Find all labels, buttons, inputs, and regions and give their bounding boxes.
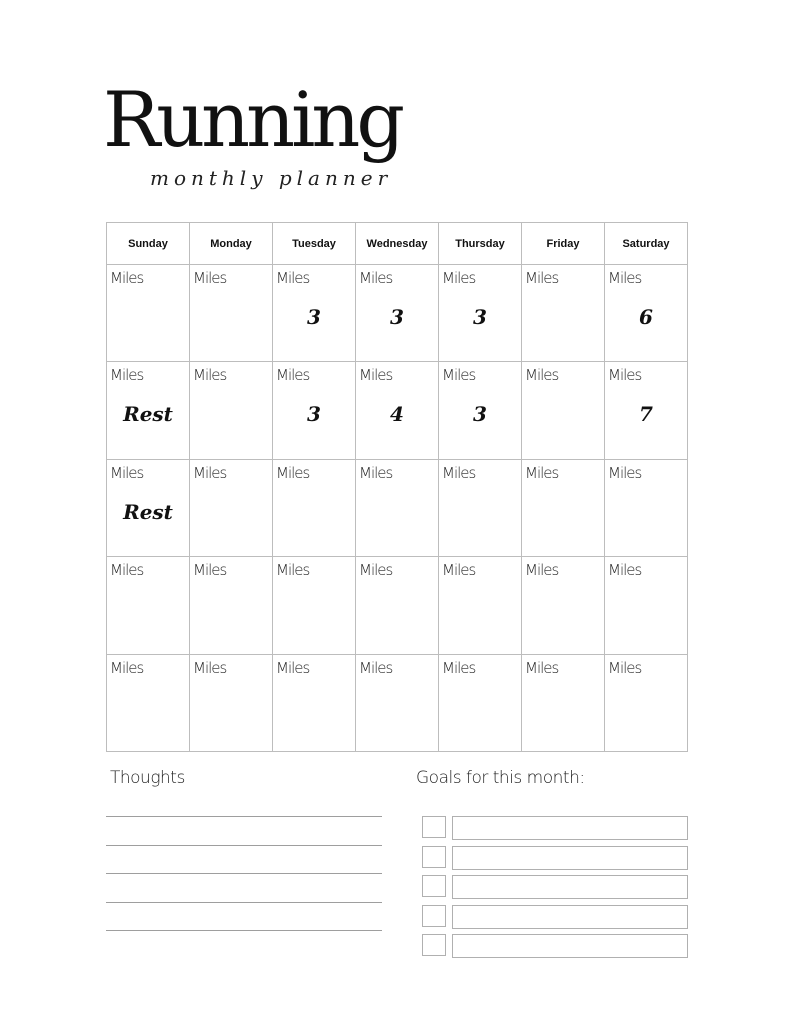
day-cell[interactable] [522,654,605,751]
page-subtitle: monthly planner [150,166,393,190]
day-cell[interactable] [273,362,356,459]
mileage-entry: 6 [639,305,653,329]
mileage-entry: Rest [123,499,173,524]
day-cell[interactable] [522,362,605,459]
miles-label: Miles [525,269,559,287]
miles-label: Miles [525,658,559,677]
goal-field[interactable] [452,875,688,899]
goal-field[interactable] [452,905,688,929]
thought-line[interactable] [106,902,382,903]
day-cell[interactable] [356,362,439,459]
miles-label: Miles [193,561,227,580]
calendar-week-row [107,557,688,654]
day-cell[interactable] [356,459,439,556]
day-cell[interactable] [356,557,439,654]
miles-label: Miles [110,561,144,580]
thought-line[interactable] [106,816,382,817]
miles-label: Miles [110,269,144,287]
mileage-entry: Rest [123,402,173,427]
miles-label: Miles [442,463,476,482]
miles-label: Miles [608,561,642,580]
day-cell[interactable] [107,654,190,751]
day-cell[interactable] [190,557,273,654]
day-cell[interactable] [107,459,190,556]
miles-label: Miles [359,658,393,677]
day-cell[interactable] [522,459,605,556]
day-cell[interactable] [273,265,356,362]
mileage-entry: 3 [390,305,404,329]
calendar-grid [106,222,688,752]
miles-label: Miles [276,463,310,482]
weekday-header: Monday [190,223,273,265]
mileage-entry: 3 [473,305,487,329]
mileage-entry: 4 [390,402,404,427]
miles-label: Miles [359,366,393,385]
day-cell[interactable] [439,654,522,751]
miles-label: Miles [608,366,642,385]
miles-label: Miles [525,463,559,482]
miles-label: Miles [193,366,227,385]
goal-field[interactable] [452,846,688,870]
miles-label: Miles [276,366,310,385]
miles-label: Miles [110,463,144,482]
miles-label: Miles [276,269,310,287]
day-cell[interactable] [605,362,688,459]
miles-label: Miles [276,658,310,677]
goal-field[interactable] [452,934,688,958]
goal-checkbox[interactable] [422,875,446,897]
miles-label: Miles [193,463,227,482]
thoughts-label: Thoughts [110,768,185,788]
miles-label: Miles [193,658,227,677]
day-cell[interactable] [605,459,688,556]
miles-label: Miles [608,658,642,677]
goals-label: Goals for this month: [416,768,585,788]
day-cell[interactable] [190,362,273,459]
mileage-entry: 7 [639,402,653,427]
day-cell[interactable] [190,265,273,362]
weekday-header: Sunday [107,223,190,265]
calendar-week-row [107,654,688,751]
day-cell[interactable] [107,265,190,362]
thought-line[interactable] [106,845,382,846]
thought-line[interactable] [106,930,382,931]
mileage-entry: 3 [307,402,321,427]
day-cell[interactable] [190,654,273,751]
day-cell[interactable] [439,265,522,362]
miles-label: Miles [359,463,393,482]
miles-label: Miles [525,366,559,385]
day-cell[interactable] [439,362,522,459]
weekday-header: Tuesday [273,223,356,265]
miles-label: Miles [525,561,559,580]
weekday-header: Wednesday [356,223,439,265]
goal-field[interactable] [452,816,688,840]
miles-label: Miles [442,561,476,580]
day-cell[interactable] [439,557,522,654]
miles-label: Miles [442,366,476,385]
miles-label: Miles [608,463,642,482]
day-cell[interactable] [107,557,190,654]
page-title: Running [103,75,401,164]
day-cell[interactable] [356,265,439,362]
day-cell[interactable] [190,459,273,556]
day-cell[interactable] [439,459,522,556]
miles-label: Miles [608,269,642,287]
miles-label: Miles [442,658,476,677]
goal-checkbox[interactable] [422,846,446,868]
goal-checkbox[interactable] [422,905,446,927]
miles-label: Miles [442,269,476,287]
miles-label: Miles [276,561,310,580]
weekday-header: Friday [522,223,605,265]
day-cell[interactable] [522,557,605,654]
day-cell[interactable] [107,362,190,459]
day-cell[interactable] [356,654,439,751]
day-cell[interactable] [605,557,688,654]
day-cell[interactable] [273,557,356,654]
day-cell[interactable] [522,265,605,362]
calendar-week-row [107,362,688,459]
miles-label: Miles [193,269,227,287]
day-cell[interactable] [273,654,356,751]
calendar-week-row [107,265,688,362]
day-cell[interactable] [605,654,688,751]
weekday-header: Saturday [605,223,688,265]
mileage-entry: 3 [473,402,487,427]
day-cell[interactable] [273,459,356,556]
thought-line[interactable] [106,873,382,874]
miles-label: Miles [359,269,393,287]
weekday-header: Thursday [439,223,522,265]
goal-checkbox[interactable] [422,816,446,838]
weekday-header-row [107,223,688,265]
day-cell[interactable] [605,265,688,362]
miles-label: Miles [110,366,144,385]
calendar-week-row [107,459,688,556]
mileage-entry: 3 [307,305,321,329]
miles-label: Miles [359,561,393,580]
miles-label: Miles [110,658,144,677]
goal-checkbox[interactable] [422,934,446,956]
